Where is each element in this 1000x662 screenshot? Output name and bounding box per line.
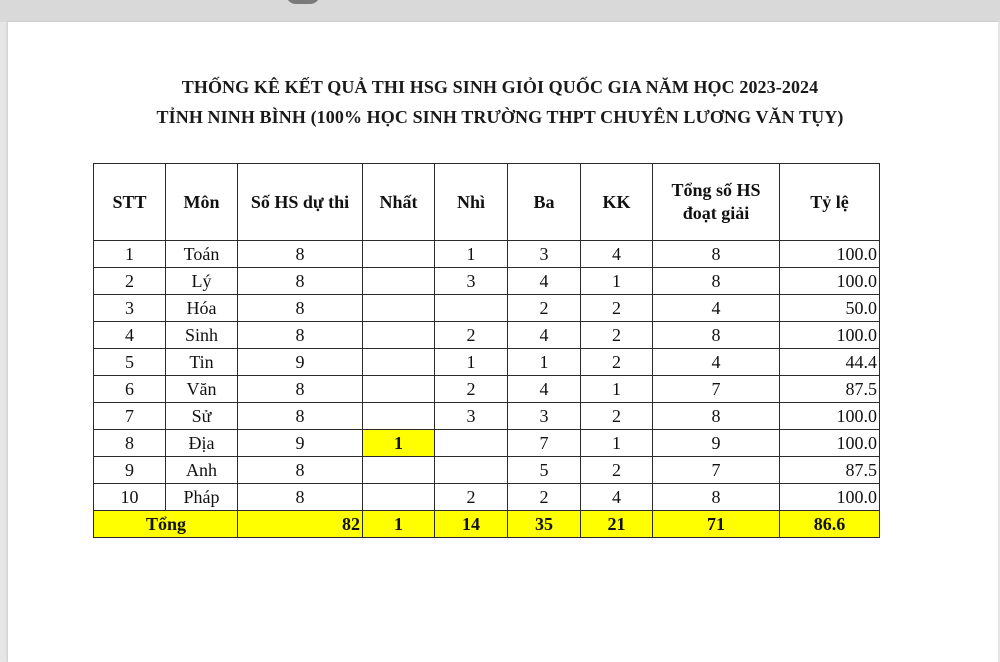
- subject-cell: Pháp: [166, 484, 238, 511]
- rate-cell: 100.0: [780, 484, 880, 511]
- stt-cell: 1: [94, 241, 166, 268]
- first-prize-cell: [363, 295, 435, 322]
- subject-cell: Toán: [166, 241, 238, 268]
- table-row: [94, 430, 880, 457]
- honorable-cell: 1: [581, 376, 653, 403]
- participants-cell: 8: [238, 295, 363, 322]
- total-winners-cell: 9: [653, 430, 780, 457]
- third-prize-cell: 5: [508, 457, 581, 484]
- subject-cell: Sinh: [166, 322, 238, 349]
- total-honorable: 21: [581, 511, 653, 538]
- subject-cell: Anh: [166, 457, 238, 484]
- stt-cell: 7: [94, 403, 166, 430]
- stt-cell: 10: [94, 484, 166, 511]
- total-winners-cell: 8: [653, 241, 780, 268]
- second-prize-cell: 2: [435, 322, 508, 349]
- participants-cell: 9: [238, 430, 363, 457]
- first-prize-cell: [363, 484, 435, 511]
- second-prize-cell: [435, 457, 508, 484]
- first-prize-cell: [363, 376, 435, 403]
- subject-cell: Sử: [166, 403, 238, 430]
- third-prize-cell: 4: [508, 322, 581, 349]
- third-prize-cell: 2: [508, 484, 581, 511]
- total-winners-cell: 8: [653, 403, 780, 430]
- third-prize-cell: 1: [508, 349, 581, 376]
- total-second-prize: 14: [435, 511, 508, 538]
- rate-cell: 44.4: [780, 349, 880, 376]
- first-prize-cell: [363, 403, 435, 430]
- table-row: [94, 376, 880, 403]
- participants-cell: 8: [238, 484, 363, 511]
- header-cell: Ba: [508, 164, 581, 241]
- first-prize-cell: [363, 268, 435, 295]
- participants-cell: 8: [238, 403, 363, 430]
- third-prize-cell: 7: [508, 430, 581, 457]
- participants-cell: 8: [238, 322, 363, 349]
- table-row: [94, 457, 880, 484]
- header-row: [94, 164, 880, 241]
- second-prize-cell: [435, 430, 508, 457]
- honorable-cell: 2: [581, 403, 653, 430]
- rate-cell: 100.0: [780, 322, 880, 349]
- header-cell: Tổng số HS đoạt giải: [653, 164, 780, 241]
- document-page: [8, 22, 998, 662]
- second-prize-cell: 1: [435, 241, 508, 268]
- table-row: [94, 484, 880, 511]
- total-winners-cell: 7: [653, 457, 780, 484]
- header-cell: Nhì: [435, 164, 508, 241]
- rate-cell: 100.0: [780, 268, 880, 295]
- total-winners-cell: 7: [653, 376, 780, 403]
- participants-cell: 8: [238, 268, 363, 295]
- second-prize-cell: 3: [435, 403, 508, 430]
- first-prize-cell: [363, 349, 435, 376]
- rate-cell: 100.0: [780, 430, 880, 457]
- total-winners-cell: 4: [653, 349, 780, 376]
- stt-cell: 6: [94, 376, 166, 403]
- total-winners-cell: 8: [653, 484, 780, 511]
- total-label: Tổng: [94, 511, 238, 538]
- honorable-cell: 1: [581, 268, 653, 295]
- honorable-cell: 2: [581, 457, 653, 484]
- subject-cell: Lý: [166, 268, 238, 295]
- rate-cell: 87.5: [780, 376, 880, 403]
- table-row: [94, 403, 880, 430]
- subject-cell: Hóa: [166, 295, 238, 322]
- total-winners-cell: 8: [653, 322, 780, 349]
- third-prize-cell: 3: [508, 241, 581, 268]
- rate-cell: 100.0: [780, 403, 880, 430]
- table-row: [94, 268, 880, 295]
- stt-cell: 4: [94, 322, 166, 349]
- second-prize-cell: 2: [435, 376, 508, 403]
- participants-cell: 8: [238, 376, 363, 403]
- participants-cell: 8: [238, 457, 363, 484]
- header-cell: Tỷ lệ: [780, 164, 880, 241]
- honorable-cell: 4: [581, 241, 653, 268]
- subject-cell: Tin: [166, 349, 238, 376]
- table-row: [94, 241, 880, 268]
- participants-cell: 9: [238, 349, 363, 376]
- third-prize-cell: 2: [508, 295, 581, 322]
- stt-cell: 8: [94, 430, 166, 457]
- rate-cell: 50.0: [780, 295, 880, 322]
- total-rate: 86.6: [780, 511, 880, 538]
- stt-cell: 9: [94, 457, 166, 484]
- first-prize-cell-highlighted: 1: [363, 430, 435, 457]
- total-winners-cell: 8: [653, 268, 780, 295]
- total-first-prize: 1: [363, 511, 435, 538]
- second-prize-cell: 2: [435, 484, 508, 511]
- header-cell: Số HS dự thi: [238, 164, 363, 241]
- total-winners-cell: 4: [653, 295, 780, 322]
- results-table: [93, 163, 880, 538]
- title-line-2: TỈNH NINH BÌNH (100% HỌC SINH TRƯỜNG THPT CHUYÊN LƯƠNG VĂN TỤY): [156, 107, 844, 127]
- honorable-cell: 4: [581, 484, 653, 511]
- rate-cell: 100.0: [780, 241, 880, 268]
- third-prize-cell: 4: [508, 376, 581, 403]
- header-cell: Môn: [166, 164, 238, 241]
- table-row: [94, 295, 880, 322]
- second-prize-cell: [435, 295, 508, 322]
- stt-cell: 3: [94, 295, 166, 322]
- first-prize-cell: [363, 322, 435, 349]
- top-strip: [0, 0, 1000, 22]
- honorable-cell: 2: [581, 322, 653, 349]
- honorable-cell: 1: [581, 430, 653, 457]
- honorable-cell: 2: [581, 349, 653, 376]
- total-third-prize: 35: [508, 511, 581, 538]
- subject-cell: Văn: [166, 376, 238, 403]
- total-participants: 82: [238, 511, 363, 538]
- first-prize-cell: [363, 457, 435, 484]
- stt-cell: 5: [94, 349, 166, 376]
- subject-cell: Địa: [166, 430, 238, 457]
- table-row: [94, 322, 880, 349]
- header-cell: STT: [94, 164, 166, 241]
- header-cell: KK: [581, 164, 653, 241]
- second-prize-cell: 3: [435, 268, 508, 295]
- total-row: [94, 511, 880, 538]
- table-row: [94, 349, 880, 376]
- title-line-1: THỐNG KÊ KẾT QUẢ THI HSG SINH GIỎI QUỐC GIA NĂM HỌC 2023-2024: [181, 77, 819, 97]
- honorable-cell: 2: [581, 295, 653, 322]
- second-prize-cell: 1: [435, 349, 508, 376]
- stt-cell: 2: [94, 268, 166, 295]
- first-prize-cell: [363, 241, 435, 268]
- total-winners: 71: [653, 511, 780, 538]
- third-prize-cell: 3: [508, 403, 581, 430]
- third-prize-cell: 4: [508, 268, 581, 295]
- rate-cell: 87.5: [780, 457, 880, 484]
- header-cell: Nhất: [363, 164, 435, 241]
- participants-cell: 8: [238, 241, 363, 268]
